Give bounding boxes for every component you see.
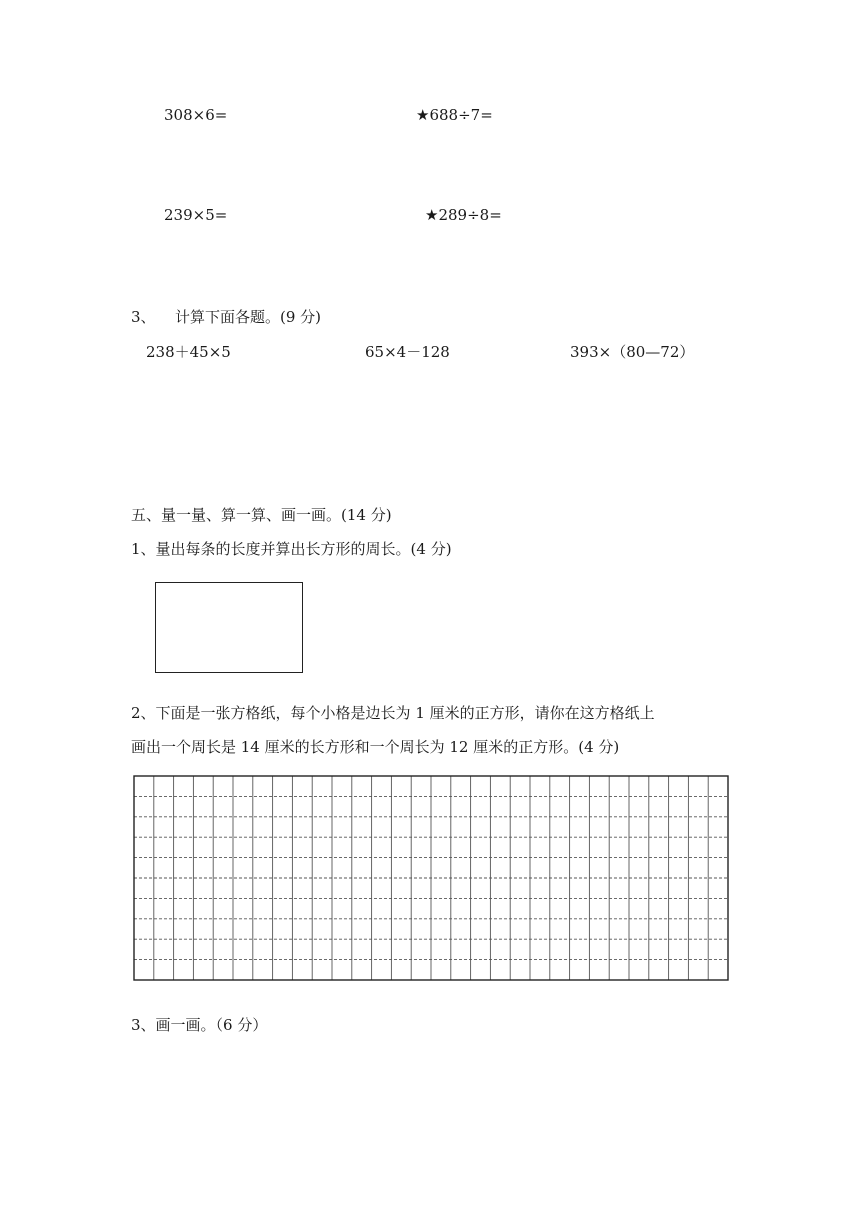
expression-3: 393×（80—72） bbox=[570, 343, 695, 361]
section-5-heading: 五、量一量、算一算、画一画。(14 分) bbox=[131, 506, 392, 524]
measure-rectangle bbox=[155, 582, 303, 673]
section-5-question-2-line-1: 2、下面是一张方格纸，每个小格是边长为 1 厘米的正方形，请你在这方格纸上 bbox=[131, 704, 655, 722]
problem-688div7: ★688÷7= bbox=[416, 106, 493, 124]
question-3-number: 3、 bbox=[131, 308, 156, 326]
grid-paper[interactable] bbox=[132, 774, 730, 982]
problem-308x6: 308×6= bbox=[164, 106, 228, 124]
expression-2: 65×4－128 bbox=[365, 343, 450, 361]
grid-paper-svg bbox=[132, 774, 730, 982]
expression-1: 238＋45×5 bbox=[146, 343, 231, 361]
problem-239x5: 239×5= bbox=[164, 206, 228, 224]
question-3-title: 计算下面各题。(9 分) bbox=[175, 308, 322, 326]
section-5-question-2-line-2: 画出一个周长是 14 厘米的长方形和一个周长为 12 厘米的正方形。(4 分) bbox=[131, 738, 620, 756]
problem-289div8: ★289÷8= bbox=[425, 206, 502, 224]
section-5-question-1: 1、量出每条的长度并算出长方形的周长。(4 分) bbox=[131, 540, 452, 558]
section-5-question-3: 3、画一画。（6 分） bbox=[131, 1016, 268, 1034]
